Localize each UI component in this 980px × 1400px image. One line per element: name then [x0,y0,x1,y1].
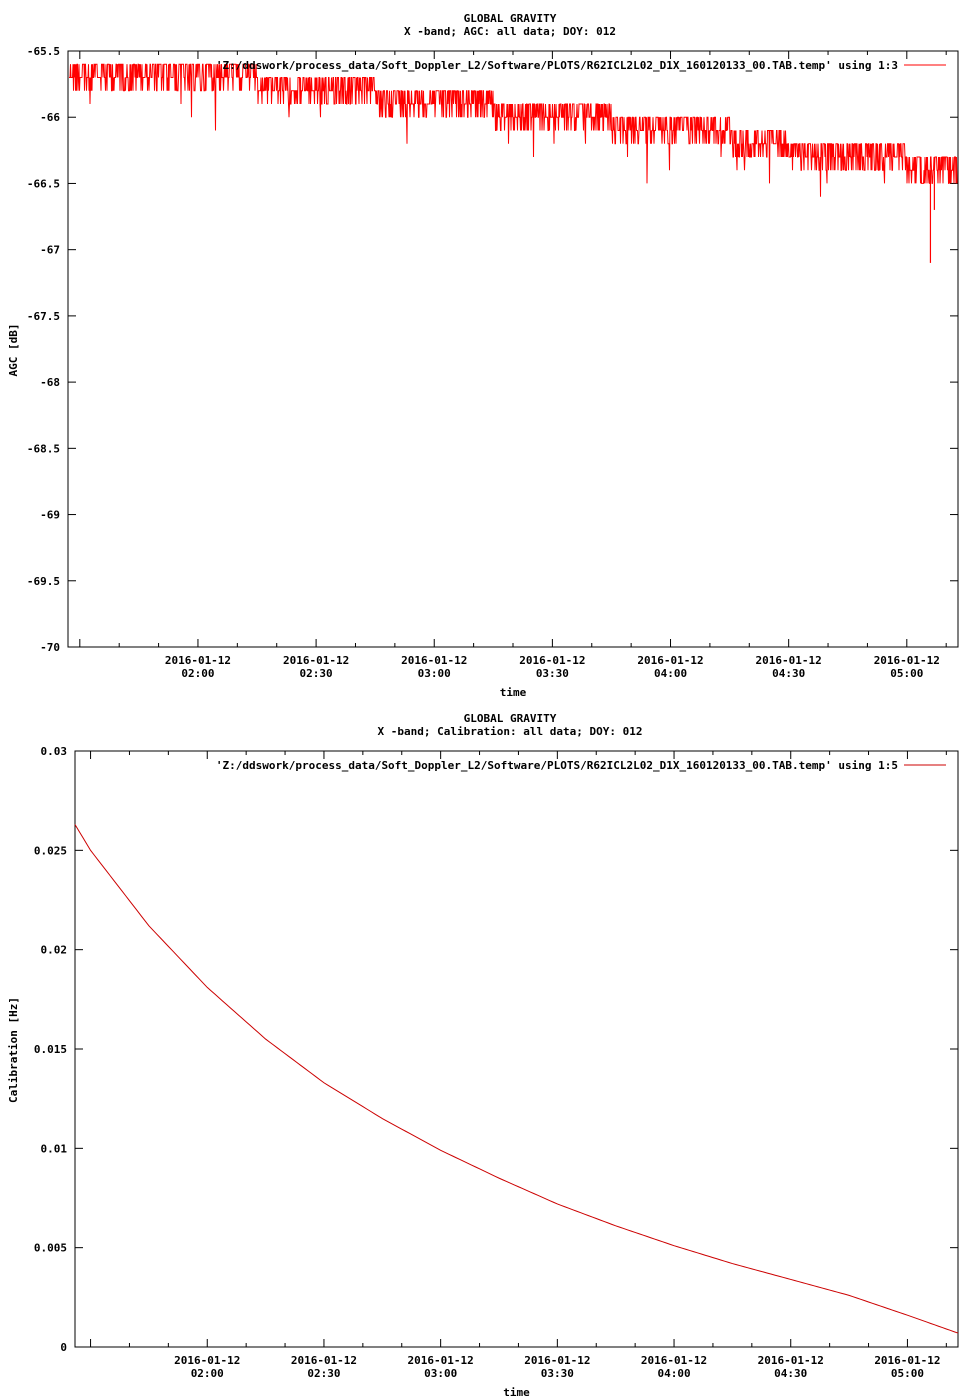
x-tick-label-time: 04:30 [772,667,806,680]
x-tick-label-time: 04:00 [653,667,688,680]
x-tick-label-time: 03:00 [424,1367,458,1380]
y-tick-label: -66 [40,111,60,125]
x-tick-label-date: 2016-01-12 [164,654,232,667]
legend-label: 'Z:/ddswork/process_data/Soft_Doppler_L2/Software/PLOTS/R62ICL2L02_D1X_160120133_00.TAB.temp' using 1:3 [215,59,898,72]
x-tick-label-time: 05:00 [890,667,924,680]
y-axis-label: Calibration [Hz] [7,997,20,1103]
x-tick-label-date: 2016-01-12 [524,1354,591,1367]
y-tick-label: -67.5 [26,309,60,323]
y-tick-label: 0.025 [33,844,67,858]
x-tick-label-date: 2016-01-12 [755,654,822,667]
x-tick-label-time: 03:00 [417,667,451,680]
y-tick-label: 0.01 [40,1142,67,1156]
x-tick-label-date: 2016-01-12 [757,1354,824,1367]
y-tick-label: -69 [40,508,60,522]
x-tick-label-date: 2016-01-12 [637,654,704,667]
y-axis-label: AGC [dB] [7,323,20,377]
series-line [75,825,958,1334]
x-tick-label-time: 05:00 [890,1367,924,1380]
x-tick-label-date: 2016-01-12 [407,1354,474,1367]
x-tick-label-date: 2016-01-12 [282,654,350,667]
y-tick-label: -70 [40,641,60,654]
x-tick-label-time: 02:30 [299,667,333,680]
x-tick-label-time: 04:00 [657,1367,691,1380]
x-tick-label-date: 2016-01-12 [640,1354,708,1367]
x-tick-label-time: 03:30 [535,667,569,680]
chart-subtitle: X -band; AGC: all data; DOY: 012 [404,25,616,38]
x-tick-label-date: 2016-01-12 [174,1354,241,1367]
y-tick-label: 0.005 [33,1241,67,1255]
x-tick-label-time: 02:00 [190,1367,224,1380]
x-tick-label-date: 2016-01-12 [873,654,940,667]
legend-label: 'Z:/ddswork/process_data/Soft_Doppler_L2/Software/PLOTS/R62ICL2L02_D1X_160120133_00.TAB.temp' using 1:5 [215,759,898,772]
x-tick-label-time: 04:30 [774,1367,808,1380]
chart-panel-2 [7,712,958,1399]
x-tick-label-date: 2016-01-12 [290,1354,358,1367]
chart-panel-1 [7,12,958,699]
x-tick-label-date: 2016-01-12 [519,654,586,667]
y-tick-label: -68 [40,376,60,390]
x-tick-label-time: 03:30 [540,1367,574,1380]
x-tick-label-time: 02:30 [307,1367,341,1380]
chart-subtitle: X -band; Calibration: all data; DOY: 012 [377,725,643,738]
series-line [69,64,957,197]
y-tick-label: -65.5 [26,45,60,58]
chart-title: GLOBAL GRAVITY [463,712,557,725]
x-axis-label: time [503,1386,530,1399]
y-tick-label: -68.5 [26,442,60,456]
x-tick-label-time: 02:00 [181,667,215,680]
y-tick-label: -69.5 [26,574,60,588]
x-axis-label: time [499,686,527,699]
y-tick-label: -67 [40,243,60,257]
y-tick-label: 0 [60,1341,67,1354]
plot-frame [75,751,958,1347]
chart-title: GLOBAL GRAVITY [463,12,557,25]
y-tick-label: 0.03 [40,745,67,758]
plot-frame [68,51,958,647]
x-tick-label-date: 2016-01-12 [874,1354,941,1367]
y-tick-label: 0.02 [40,943,67,957]
x-tick-label-date: 2016-01-12 [401,654,468,667]
y-tick-label: -66.5 [26,177,60,191]
y-tick-label: 0.015 [33,1043,67,1056]
